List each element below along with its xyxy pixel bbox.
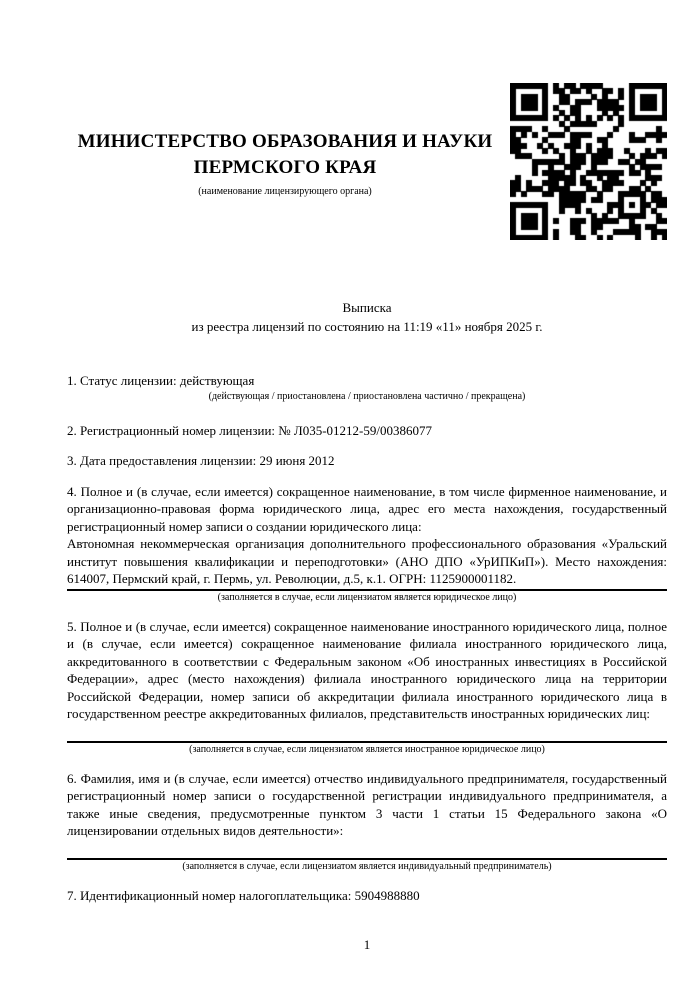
licensing-authority-block xyxy=(67,83,503,198)
ministry-note: (наименование лицензирующего органа) xyxy=(198,186,372,197)
ministry-name xyxy=(67,129,503,181)
item-1-note: (действующая / приостановлена / приостановлена частично / прекращена) xyxy=(208,390,526,402)
item-5-foreign-entity-info: 5. Полное и (в случае, если имеется) сокращенное наименование иностранного юридического лица, полное и (в случае, если имеется) сокращенное наименование филиала иностранного юридического лица, аккредитованного в соответствии с Федеральным законом «Об иностранных инвестициях в Российской Федерации», адрес (место нахождения) филиала иностранного юридического лица на территории Российской Федерации, номер записи об аккредитации филиала иностранного юридического лица в государственном реестре аккредитованных филиалов, представительств иностранных юридических лиц: xyxy=(67,618,667,721)
page-number: 1 xyxy=(363,936,371,952)
document-body xyxy=(67,372,667,904)
item-4-note: (заполняется в случае, если лицензиатом является юридическое лицо) xyxy=(217,591,517,603)
item-7-taxpayer-number: 7. Идентификационный номер налогоплательщика: 5904988880 xyxy=(67,887,420,903)
item-5-note: (заполняется в случае, если лицензиатом является иностранное юридическое лицо) xyxy=(189,743,545,755)
item-5-fill-line xyxy=(67,723,667,743)
qr-code xyxy=(510,83,667,240)
document-title: Выписка xyxy=(342,300,392,315)
item-6-note: (заполняется в случае, если лицензиатом является индивидуальный предприниматель) xyxy=(182,860,552,872)
document-subtitle: из реестра лицензий по состоянию на 11:19 «11» ноября 2025 г. xyxy=(191,319,543,334)
item-6-fill-line xyxy=(67,840,667,860)
qr-code-image xyxy=(510,83,667,240)
document-header xyxy=(67,83,667,240)
ministry-name-line2: ПЕРМСКОГО КРАЯ xyxy=(193,157,377,178)
item-2-registration-number: 2. Регистрационный номер лицензии: № Л035-01212-59/00386077 xyxy=(67,422,433,438)
item-1-license-status: 1. Статус лицензии: действующая xyxy=(67,373,255,388)
item-3-grant-date: 3. Дата предоставления лицензии: 29 июня 2012 xyxy=(67,453,335,468)
ministry-name-line1: МИНИСТЕРСТВО ОБРАЗОВАНИЯ И НАУКИ xyxy=(77,131,493,152)
item-6-entrepreneur-info: 6. Фамилия, имя и (в случае, если имеется) отчество индивидуального предпринимателя, государственный регистрационный номер записи о государственной регистрации индивидуального предпринимателя, а также иные сведения, предусмотренные пунктом 3 части 1 статьи 15 Федерального закона «О лицензировании отдельных видов деятельности»: xyxy=(67,770,667,838)
document-title-block xyxy=(67,298,667,336)
item-4-legal-entity-info: 4. Полное и (в случае, если имеется) сокращенное наименование, в том числе фирменное наименование, и организационно-правовая форма юридического лица, адрес его места нахождения, государственный регистрационный номер записи о создании юридического лица: xyxy=(67,483,667,534)
item-4-value: Автономная некоммерческая организация дополнительного профессионального образования «Уральский институт повышения квалификации и переподготовки» (АНО ДПО «УрИПКиП»). Место нахождения: 614007, Пермский край, г. Пермь, ул. Революции, д.5, к.1. ОГРН: 1125900001182. xyxy=(67,535,667,591)
